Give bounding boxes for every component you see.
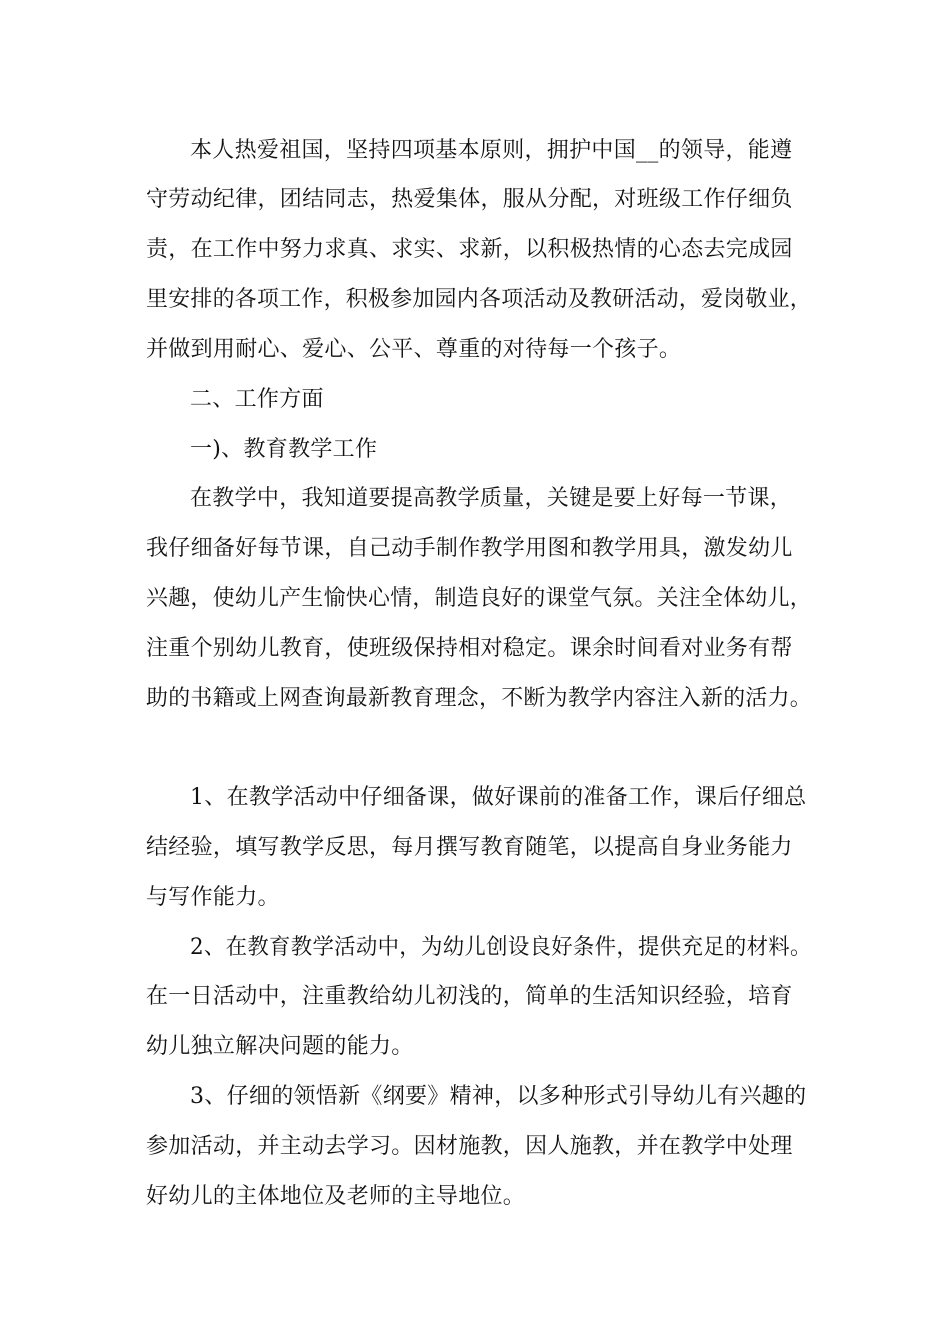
section-heading: 二、工作方面 (190, 387, 324, 412)
list-item-line: 好幼儿的主体地位及老师的主导地位。 (146, 1184, 526, 1209)
paragraph-line: 助的书籍或上网查询最新教育理念，不断为教学内容注入新的活力。 (146, 686, 813, 711)
paragraph-line: 在教学中，我知道要提高教学质量，关键是要上好每一节课， (190, 486, 793, 511)
paragraph-line: 责，在工作中努力求真、求实、求新，以积极热情的心态去完成园 (146, 237, 793, 262)
list-item-line: 结经验，填写教学反思，每月撰写教育随笔，以提高自身业务能力 (146, 835, 793, 860)
paragraph-line: 注重个别幼儿教育，使班级保持相对稳定。课余时间看对业务有帮 (146, 636, 793, 661)
paragraph-line: 本人热爱祖国，坚持四项基本原则，拥护中国__的领导，能遵 (190, 138, 793, 163)
paragraph-line: 并做到用耐心、爱心、公平、尊重的对待每一个孩子。 (146, 337, 682, 362)
list-item-line: 参加活动，并主动去学习。因材施教，因人施教，并在教学中处理 (146, 1134, 793, 1159)
subsection-heading: 一)、教育教学工作 (190, 437, 378, 462)
paragraph-line: 我仔细备好每节课，自己动手制作教学用图和教学用具，激发幼儿 (146, 536, 793, 561)
list-item-line: 幼儿独立解决问题的能力。 (146, 1034, 414, 1059)
paragraph-line: 里安排的各项工作，积极参加园内各项活动及教研活动，爱岗敬业， (146, 287, 813, 312)
list-item-line: 在一日活动中，注重教给幼儿初浅的，简单的生活知识经验，培育 (146, 984, 793, 1009)
paragraph-line: 兴趣，使幼儿产生愉快心情，制造良好的课堂气氛。关注全体幼儿， (146, 586, 813, 611)
list-item-line: 2、在教育教学活动中，为幼儿创设良好条件，提供充足的材料。 (190, 935, 812, 960)
list-item-line: 与写作能力。 (146, 885, 280, 910)
paragraph-line: 守劳动纪律，团结同志，热爱集体，服从分配，对班级工作仔细负 (146, 187, 793, 212)
list-item-line: 3、仔细的领悟新《纲要》精神，以多种形式引导幼儿有兴趣的 (190, 1084, 807, 1109)
list-item-line: 1、在教学活动中仔细备课，做好课前的准备工作，课后仔细总 (190, 785, 807, 810)
